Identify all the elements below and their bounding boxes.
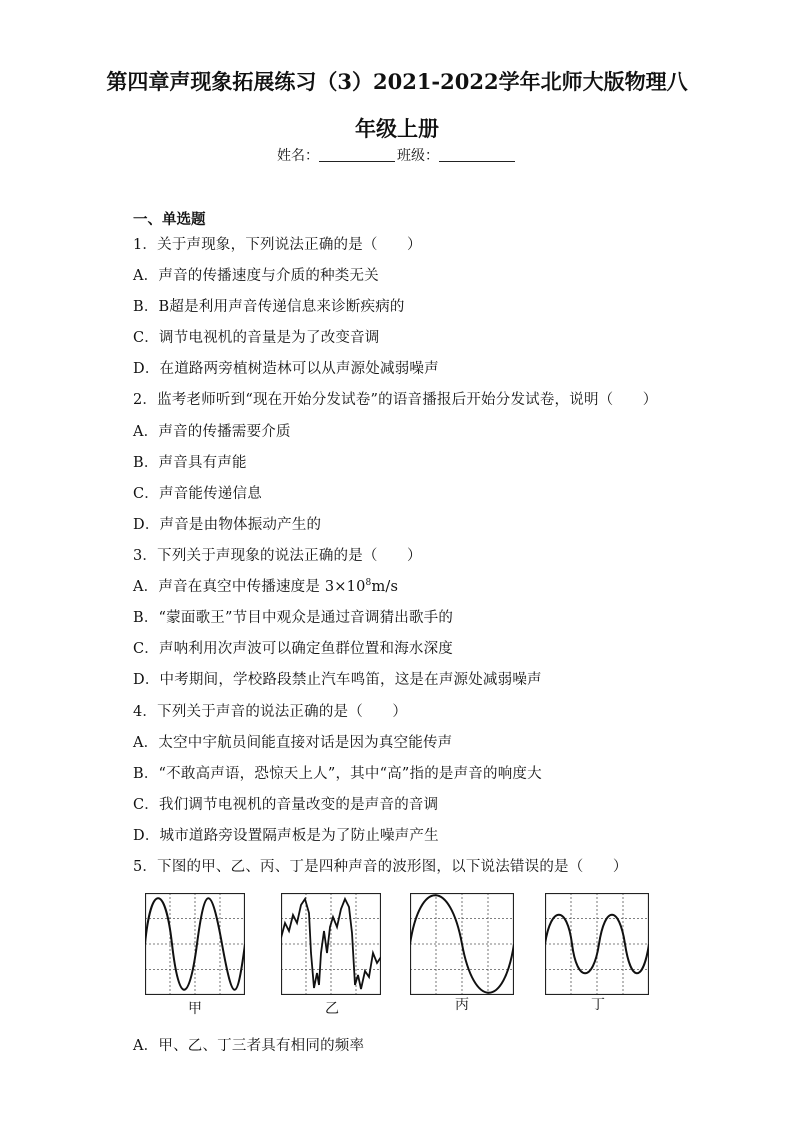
question-4-option-d: D．城市道路旁设置隔声板是为了防止噪声产生 xyxy=(133,828,439,844)
question-2-option-a: A．声音的传播需要介质 xyxy=(133,424,291,440)
worksheet-title-line2: 年级上册 xyxy=(355,116,439,141)
class-label: 班级： xyxy=(397,148,439,164)
question-2-option-b: B．声音具有声能 xyxy=(133,455,247,471)
question-3-option-a-unit: m/s xyxy=(371,579,399,595)
question-1-stem: 1．关于声现象，下列说法正确的是（ ） xyxy=(133,237,422,253)
waveform-label-bing: 丙 xyxy=(455,997,469,1013)
question-3-option-a xyxy=(133,575,398,596)
question-1-option-c: C．调节电视机的音量是为了改变音调 xyxy=(133,330,380,346)
question-3-option-d: D．中考期间，学校路段禁止汽车鸣笛，这是在声源处减弱噪声 xyxy=(133,672,542,688)
question-4-option-a: A．太空中宇航员间能直接对话是因为真空能传声 xyxy=(133,735,453,751)
question-1-option-d: D．在道路两旁植树造林可以从声源处减弱噪声 xyxy=(133,361,439,377)
worksheet-title-line1: 第四章声现象拓展练习（3）2021-2022学年北师大版物理八 xyxy=(106,69,688,94)
question-3-option-b: B．“蒙面歌王”节目中观众是通过音调猜出歌手的 xyxy=(133,610,454,626)
question-3-option-c: C．声呐利用次声波可以确定鱼群位置和海水深度 xyxy=(133,641,453,657)
question-1-option-b: B．B超是利用声音传递信息来诊断疾病的 xyxy=(133,299,405,315)
student-info xyxy=(0,145,794,165)
class-blank[interactable] xyxy=(439,147,515,162)
question-2-option-c: C．声音能传递信息 xyxy=(133,486,262,502)
waveform-label-ding: 丁 xyxy=(591,997,605,1013)
waveform-bing xyxy=(410,893,514,999)
waveform-ding xyxy=(545,893,649,999)
question-5-option-a: A．甲、乙、丁三者具有相同的频率 xyxy=(133,1038,365,1054)
question-3-option-a-text: A．声音在真空中传播速度是 3×10 xyxy=(133,579,366,595)
question-5-stem: 5．下图的甲、乙、丙、丁是四种声音的波形图，以下说法错误的是（ ） xyxy=(133,859,628,875)
name-blank[interactable] xyxy=(319,147,395,162)
question-2-stem: 2．监考老师听到“现在开始分发试卷”的语音播报后开始分发试卷，说明（ ） xyxy=(133,392,658,408)
section-heading: 一、单选题 xyxy=(133,211,206,228)
waveform-jia xyxy=(145,893,245,999)
question-4-option-c: C．我们调节电视机的音量改变的是声音的音调 xyxy=(133,797,439,813)
question-3-option-a-exponent: 8 xyxy=(365,578,372,589)
waveform-yi xyxy=(281,893,381,999)
question-3-stem: 3．下列关于声现象的说法正确的是（ ） xyxy=(133,548,422,564)
question-4-option-b: B．“不敢高声语，恐惊天上人”，其中“高”指的是声音的响度大 xyxy=(133,766,542,782)
waveform-label-yi: 乙 xyxy=(325,1001,339,1017)
name-label: 姓名： xyxy=(277,148,319,164)
question-2-option-d: D．声音是由物体振动产生的 xyxy=(133,517,322,533)
question-1-option-a: A．声音的传播速度与介质的种类无关 xyxy=(133,268,379,284)
question-4-stem: 4．下列关于声音的说法正确的是（ ） xyxy=(133,704,408,720)
waveform-label-jia: 甲 xyxy=(188,1001,202,1017)
